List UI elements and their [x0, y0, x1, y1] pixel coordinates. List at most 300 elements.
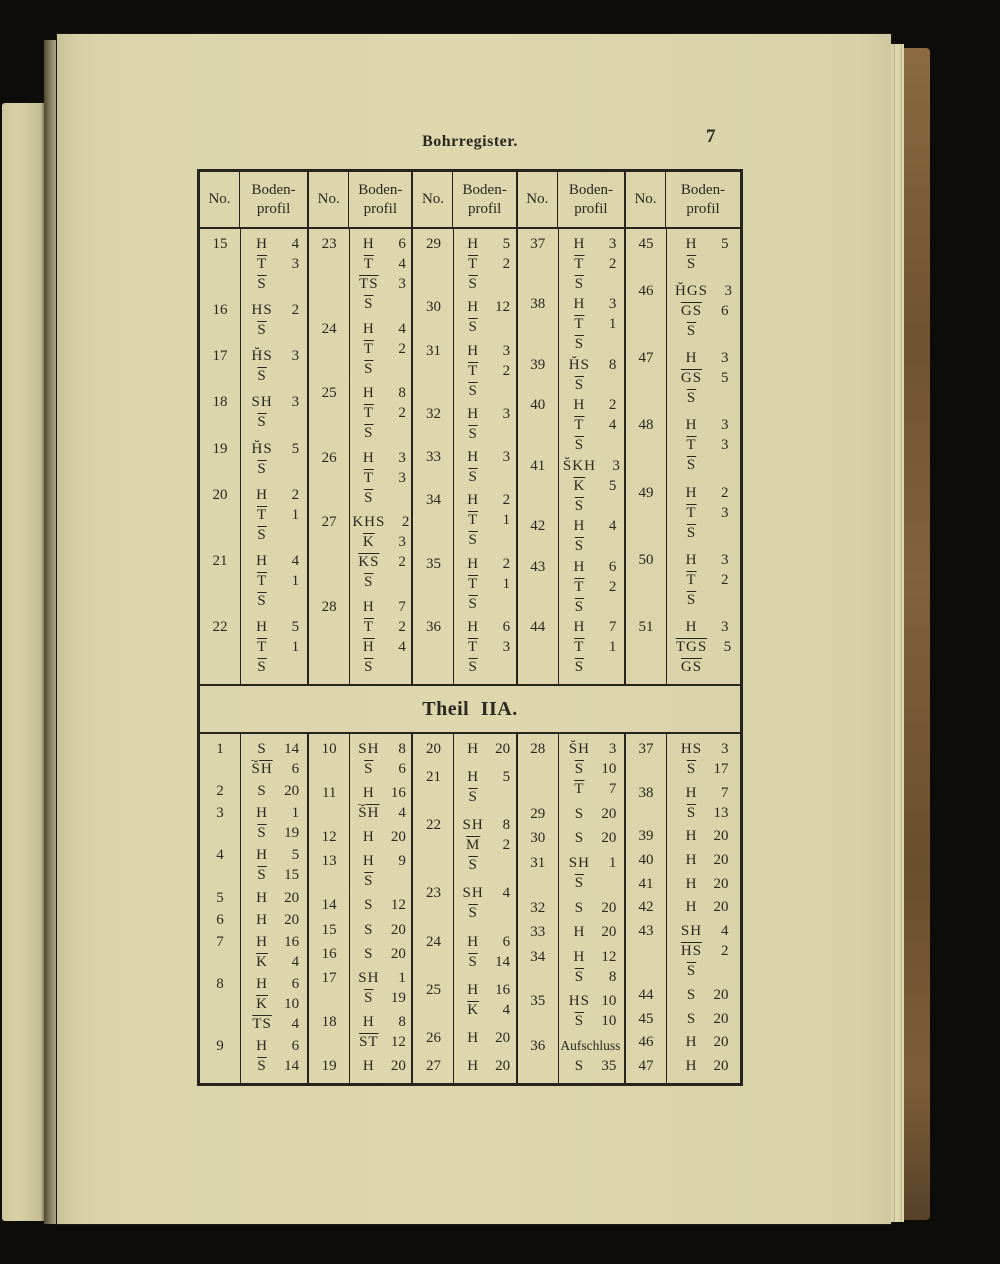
profile-line	[349, 944, 410, 964]
entry-number: 19	[321, 1057, 337, 1074]
profile-line	[349, 783, 410, 803]
layer-value: 3	[502, 405, 511, 422]
profile-line	[666, 435, 739, 455]
register-entry	[626, 874, 740, 894]
layer-label: H	[362, 385, 375, 402]
entry-number: 48	[638, 417, 654, 434]
layer-value: 14	[284, 741, 300, 757]
layer-label: $\overline{T}$	[363, 256, 374, 272]
register-entry	[413, 980, 515, 1020]
left-page-edge	[2, 103, 44, 1221]
profile-line	[558, 922, 623, 942]
register-entry	[626, 921, 740, 981]
profile-line	[349, 339, 410, 359]
layer-label: S	[574, 1058, 585, 1074]
layer-value: 6	[721, 303, 729, 320]
layer-label: H	[256, 486, 268, 503]
layer-label: H	[362, 785, 375, 802]
profile-line	[558, 415, 623, 435]
profile-line	[240, 485, 306, 505]
header-bodenprofil-line1: Boden-	[462, 181, 507, 198]
profile-line	[666, 941, 739, 961]
register-entry	[413, 1028, 515, 1048]
column-pair	[200, 734, 307, 1083]
profile-lines	[453, 1056, 515, 1076]
layer-value: 14	[495, 953, 511, 970]
profile-line	[453, 883, 514, 903]
profile-line	[240, 254, 306, 274]
entry-list	[626, 734, 740, 1083]
register-entry	[626, 550, 740, 610]
layer-label: $\overline{TS}$	[359, 276, 379, 292]
entry-number: 17	[212, 348, 228, 365]
layer-value: 2	[502, 492, 511, 509]
profile-line	[453, 855, 514, 875]
layer-label: H	[685, 852, 698, 869]
profile-line	[349, 488, 410, 508]
profile-line	[349, 274, 410, 294]
entry-number: 13	[321, 853, 337, 870]
profile-lines	[453, 815, 515, 875]
register-entry	[200, 300, 307, 340]
register-entry	[626, 897, 740, 917]
layer-value	[594, 873, 616, 893]
entry-number: 40	[638, 852, 654, 869]
layer-label: H	[362, 829, 375, 846]
layer-label: H	[467, 492, 480, 509]
layer-label: H	[256, 552, 268, 569]
entry-number: 44	[530, 618, 546, 635]
profile-line	[349, 1012, 410, 1032]
profile-lines	[240, 392, 307, 432]
header-no: No.	[309, 172, 349, 227]
profile-lines	[349, 895, 411, 915]
profile-line	[349, 759, 410, 779]
layer-label: $\overline{S}$	[257, 526, 267, 543]
layer-label: $\overline{S}$	[686, 390, 697, 407]
profile-lines	[558, 294, 624, 354]
profile-line	[240, 823, 306, 843]
layer-value: 19	[390, 989, 406, 1006]
profile-line	[558, 967, 623, 987]
entry-number: 35	[425, 555, 441, 572]
layer-label: $\overline{S}$	[364, 574, 374, 591]
layer-value	[594, 274, 616, 294]
profile-lines	[240, 617, 307, 677]
layer-value: 6	[502, 933, 511, 950]
profile-line	[558, 637, 623, 657]
profile-lines	[240, 739, 307, 779]
layer-label: H	[362, 320, 375, 337]
layer-label: $\overline{S}$	[468, 658, 478, 675]
entry-number: 15	[212, 236, 228, 252]
layer-label: H	[256, 847, 268, 864]
profile-lines	[453, 341, 515, 401]
layer-label: $\overline{T}$	[256, 638, 268, 655]
layer-value	[594, 597, 616, 617]
register-entry	[413, 617, 515, 677]
profile-line	[240, 803, 306, 823]
layer-label: $\overline{T}$	[574, 781, 585, 797]
layer-label: H	[573, 558, 586, 575]
column-pair	[200, 229, 307, 684]
layer-value: 2	[608, 256, 617, 272]
layer-value: 4	[502, 1001, 511, 1018]
profile-line	[558, 804, 623, 824]
profile-line	[558, 355, 623, 375]
register-entry	[626, 234, 740, 274]
profile-lines	[240, 300, 307, 340]
layer-label: H	[685, 899, 698, 916]
register-entry	[200, 551, 307, 611]
profile-line	[453, 739, 514, 759]
section-title-band	[200, 684, 740, 734]
entry-number: 32	[425, 405, 441, 422]
entry-number: 8	[216, 975, 224, 992]
layer-value: 4	[608, 518, 617, 535]
layer-label: H	[467, 299, 480, 316]
layer-value: 7	[721, 784, 729, 801]
layer-value: 1	[291, 506, 300, 523]
layer-value: 20	[390, 945, 406, 962]
entry-number: 50	[638, 551, 654, 568]
profile-line	[558, 991, 623, 1011]
layer-label: H	[573, 296, 586, 313]
profile-lines	[240, 1036, 307, 1076]
section-upper	[200, 229, 740, 684]
header-bodenprofil-line1: Boden-	[358, 181, 403, 198]
layer-value: 3	[398, 276, 406, 292]
register-entry	[413, 447, 515, 487]
layer-label: HS	[680, 741, 703, 757]
layer-label: H	[685, 551, 698, 568]
register-entry	[309, 383, 411, 443]
profile-line	[666, 637, 739, 657]
layer-value: 20	[390, 1057, 406, 1074]
layer-label: S̆H	[358, 805, 380, 822]
layer-value: 20	[284, 911, 300, 928]
layer-label: H	[467, 933, 480, 950]
register-entry	[200, 485, 307, 545]
entry-number: 34	[425, 492, 441, 509]
layer-label: $\overline{S}$	[468, 319, 478, 336]
layer-value: 3	[721, 437, 729, 454]
layer-label: $\overline{T}$	[468, 512, 479, 529]
layer-value: 20	[713, 875, 729, 892]
layer-label: $\overline{S}$	[468, 789, 478, 806]
layer-label: $\overline{T}$	[468, 256, 479, 272]
profile-line	[349, 597, 410, 617]
register-entry	[309, 851, 411, 891]
profile-line	[349, 895, 410, 915]
entry-number: 44	[638, 986, 654, 1003]
register-entry	[413, 234, 515, 294]
layer-label: $\overline{S}$	[257, 276, 267, 292]
profile-line	[558, 254, 623, 274]
layer-value	[707, 455, 729, 475]
register-entry	[200, 439, 307, 479]
layer-label: S	[574, 805, 585, 822]
layer-value: 6	[398, 236, 406, 252]
profile-line	[240, 591, 306, 611]
layer-value: 20	[713, 1057, 729, 1074]
column-pair	[411, 229, 515, 684]
register-entry	[626, 348, 740, 408]
layer-value: 20	[390, 921, 406, 938]
layer-label: $\overline{ST}$	[359, 1033, 379, 1050]
layer-label: H	[573, 518, 586, 535]
layer-label: $\overline{S}$	[686, 256, 697, 272]
layer-value: 4	[608, 417, 617, 434]
layer-value	[384, 657, 406, 677]
entry-number: 39	[530, 356, 546, 373]
column-pair	[307, 734, 411, 1083]
profile-lines	[349, 827, 411, 847]
entry-number: 30	[425, 299, 441, 316]
register-entry	[309, 448, 411, 508]
register-entry	[518, 828, 624, 848]
layer-label: H̆S	[568, 356, 590, 373]
profile-lines	[349, 383, 411, 443]
profile-lines	[558, 898, 624, 918]
profile-lines	[558, 1036, 624, 1076]
register-entry	[626, 1009, 740, 1029]
register-entry	[413, 739, 515, 759]
register-entry	[309, 827, 411, 847]
profile-line	[666, 897, 739, 917]
layer-value	[277, 591, 299, 611]
layer-label: KHS	[352, 514, 386, 531]
page-number: 7	[706, 126, 716, 147]
entry-list	[200, 229, 307, 684]
layer-value: 2	[608, 578, 617, 595]
register-entry	[413, 404, 515, 444]
header-no: No.	[518, 172, 558, 227]
profile-line	[349, 617, 410, 637]
entry-number: 29	[425, 236, 441, 252]
profile-lines	[240, 803, 307, 843]
layer-value: 7	[608, 618, 617, 635]
layer-label: H	[256, 911, 268, 928]
layer-value	[707, 590, 729, 610]
layer-value: 2	[398, 340, 406, 357]
layer-value: 8	[608, 968, 617, 985]
layer-label: $\overline{S}$	[468, 905, 478, 922]
profile-lines	[453, 932, 515, 972]
layer-value: 20	[601, 899, 617, 916]
profile-line	[240, 888, 306, 908]
layer-value	[488, 855, 510, 875]
layer-label: $\overline{S}$	[364, 296, 374, 312]
entry-number: 51	[638, 618, 654, 635]
profile-line	[349, 512, 410, 532]
profile-line	[240, 617, 306, 637]
layer-label: H	[256, 236, 268, 252]
layer-label: $\overline{K}$	[573, 477, 586, 494]
layer-value: 14	[284, 1058, 300, 1074]
entry-number: 47	[638, 350, 654, 367]
layer-label: $\overline{S}$	[574, 538, 585, 555]
layer-value: 3	[502, 449, 511, 466]
profile-line	[453, 903, 514, 923]
layer-label: H	[362, 1057, 375, 1074]
register-entry	[413, 341, 515, 401]
register-entry	[413, 932, 515, 972]
entry-number: 31	[425, 342, 441, 359]
profile-line	[666, 985, 739, 1005]
profile-line	[453, 657, 514, 677]
profile-line	[349, 827, 410, 847]
layer-label: S	[574, 830, 585, 847]
layer-label: H	[573, 397, 586, 414]
profile-line	[349, 739, 410, 759]
layer-label: $\overline{S}$	[364, 489, 374, 506]
layer-value: 4	[398, 256, 406, 272]
profile-line	[558, 1056, 623, 1076]
entry-number: 19	[212, 440, 228, 457]
layer-value	[488, 467, 510, 487]
layer-value	[707, 961, 729, 981]
layer-label: $\overline{S}$	[574, 497, 585, 514]
layer-label: $\overline{S}$	[686, 457, 697, 474]
layer-value: 5	[721, 370, 729, 387]
layer-value: 17	[713, 761, 729, 777]
layer-label: $\overline{S}$	[574, 1013, 585, 1030]
profile-lines	[453, 1028, 515, 1048]
profile-line	[349, 448, 410, 468]
profile-lines	[558, 922, 624, 942]
entry-number: 28	[530, 741, 546, 757]
profile-line	[558, 294, 623, 314]
layer-label: $\overline{K}$	[362, 534, 375, 551]
profile-line	[349, 803, 410, 823]
layer-value: 20	[390, 829, 406, 846]
register-entry	[626, 415, 740, 475]
register-entry	[518, 516, 624, 556]
profile-line	[240, 845, 306, 865]
layer-value: 3	[724, 283, 732, 300]
layer-value: 20	[713, 1010, 729, 1027]
register-entry	[200, 845, 307, 885]
layer-label: $\overline{S}$	[364, 989, 374, 1006]
register-entry	[309, 319, 411, 379]
layer-value: 3	[721, 741, 729, 757]
entry-number: 43	[530, 558, 546, 575]
header-bodenprofil	[240, 172, 307, 227]
profile-line	[558, 779, 623, 799]
profile-line	[666, 234, 739, 254]
profile-line	[349, 988, 410, 1008]
layer-value: 5	[608, 477, 617, 494]
layer-value: 1	[608, 316, 617, 333]
entry-number: 42	[638, 899, 654, 916]
layer-value	[384, 871, 406, 891]
layer-value: 2	[721, 571, 729, 588]
entry-number: 37	[638, 741, 654, 757]
layer-value	[277, 412, 299, 432]
layer-label: H	[685, 417, 698, 434]
register-entry	[518, 456, 624, 516]
profile-line	[453, 361, 514, 381]
profile-lines	[240, 346, 307, 386]
profile-lines	[453, 404, 515, 444]
layer-label: $\overline{S}$	[468, 425, 478, 442]
entry-number: 18	[212, 394, 228, 411]
profile-line	[240, 412, 306, 432]
layer-label: H	[685, 484, 698, 501]
profile-line	[349, 920, 410, 940]
running-head: Bohrregister.	[422, 133, 518, 150]
profile-lines	[558, 853, 624, 893]
profile-line	[349, 1056, 410, 1076]
profile-line	[558, 395, 623, 415]
entry-number: 20	[425, 741, 441, 757]
profile-line	[349, 294, 410, 314]
register-entry	[626, 281, 740, 341]
entry-number: 25	[425, 981, 441, 998]
header-no: No.	[200, 172, 240, 227]
entry-number: 22	[425, 817, 441, 834]
entry-number: 10	[321, 741, 337, 757]
register-entry	[518, 395, 624, 455]
layer-label: Aufschluss	[560, 1038, 621, 1053]
register-entry	[518, 294, 624, 354]
profile-line	[666, 1056, 739, 1076]
profile-line	[666, 657, 739, 677]
layer-value: 6	[291, 975, 300, 992]
layer-label: H	[467, 405, 480, 422]
entry-list	[413, 734, 515, 1083]
entry-number: 36	[425, 618, 441, 635]
layer-value	[384, 294, 406, 314]
layer-label: H	[256, 618, 268, 635]
layer-value	[277, 657, 299, 677]
gutter-shadow	[44, 40, 57, 1224]
profile-line	[453, 404, 514, 424]
layer-label: $\overline{T}$	[363, 469, 374, 486]
layer-label: $\overline{T}$	[686, 504, 697, 521]
layer-value: 1	[502, 575, 511, 592]
register-entry	[626, 483, 740, 543]
layer-label: H	[362, 449, 375, 466]
layer-value: 7	[398, 598, 406, 615]
profile-line	[666, 301, 739, 321]
profile-lines	[240, 888, 307, 908]
layer-value: 13	[713, 804, 729, 821]
layer-value: 5	[723, 638, 732, 655]
layer-value: 2	[721, 484, 729, 501]
profile-line	[453, 317, 514, 337]
register-entry	[518, 922, 624, 942]
layer-value: 4	[398, 320, 406, 337]
profile-line	[240, 657, 306, 677]
layer-value: 20	[713, 1034, 729, 1051]
layer-label: $\overline{S}$	[364, 425, 374, 442]
entry-number: 37	[530, 236, 546, 252]
profile-line	[558, 234, 623, 254]
layer-value: 2	[502, 362, 511, 379]
profile-line	[666, 254, 739, 274]
entry-number: 23	[425, 885, 441, 902]
profile-lines	[453, 739, 515, 759]
layer-value: 19	[284, 825, 300, 842]
layer-value: 2	[502, 256, 511, 272]
profile-line	[453, 447, 514, 467]
profile-line	[349, 871, 410, 891]
profile-lines	[349, 1056, 411, 1076]
layer-label: H	[256, 889, 268, 906]
layer-label: S	[686, 1010, 697, 1027]
